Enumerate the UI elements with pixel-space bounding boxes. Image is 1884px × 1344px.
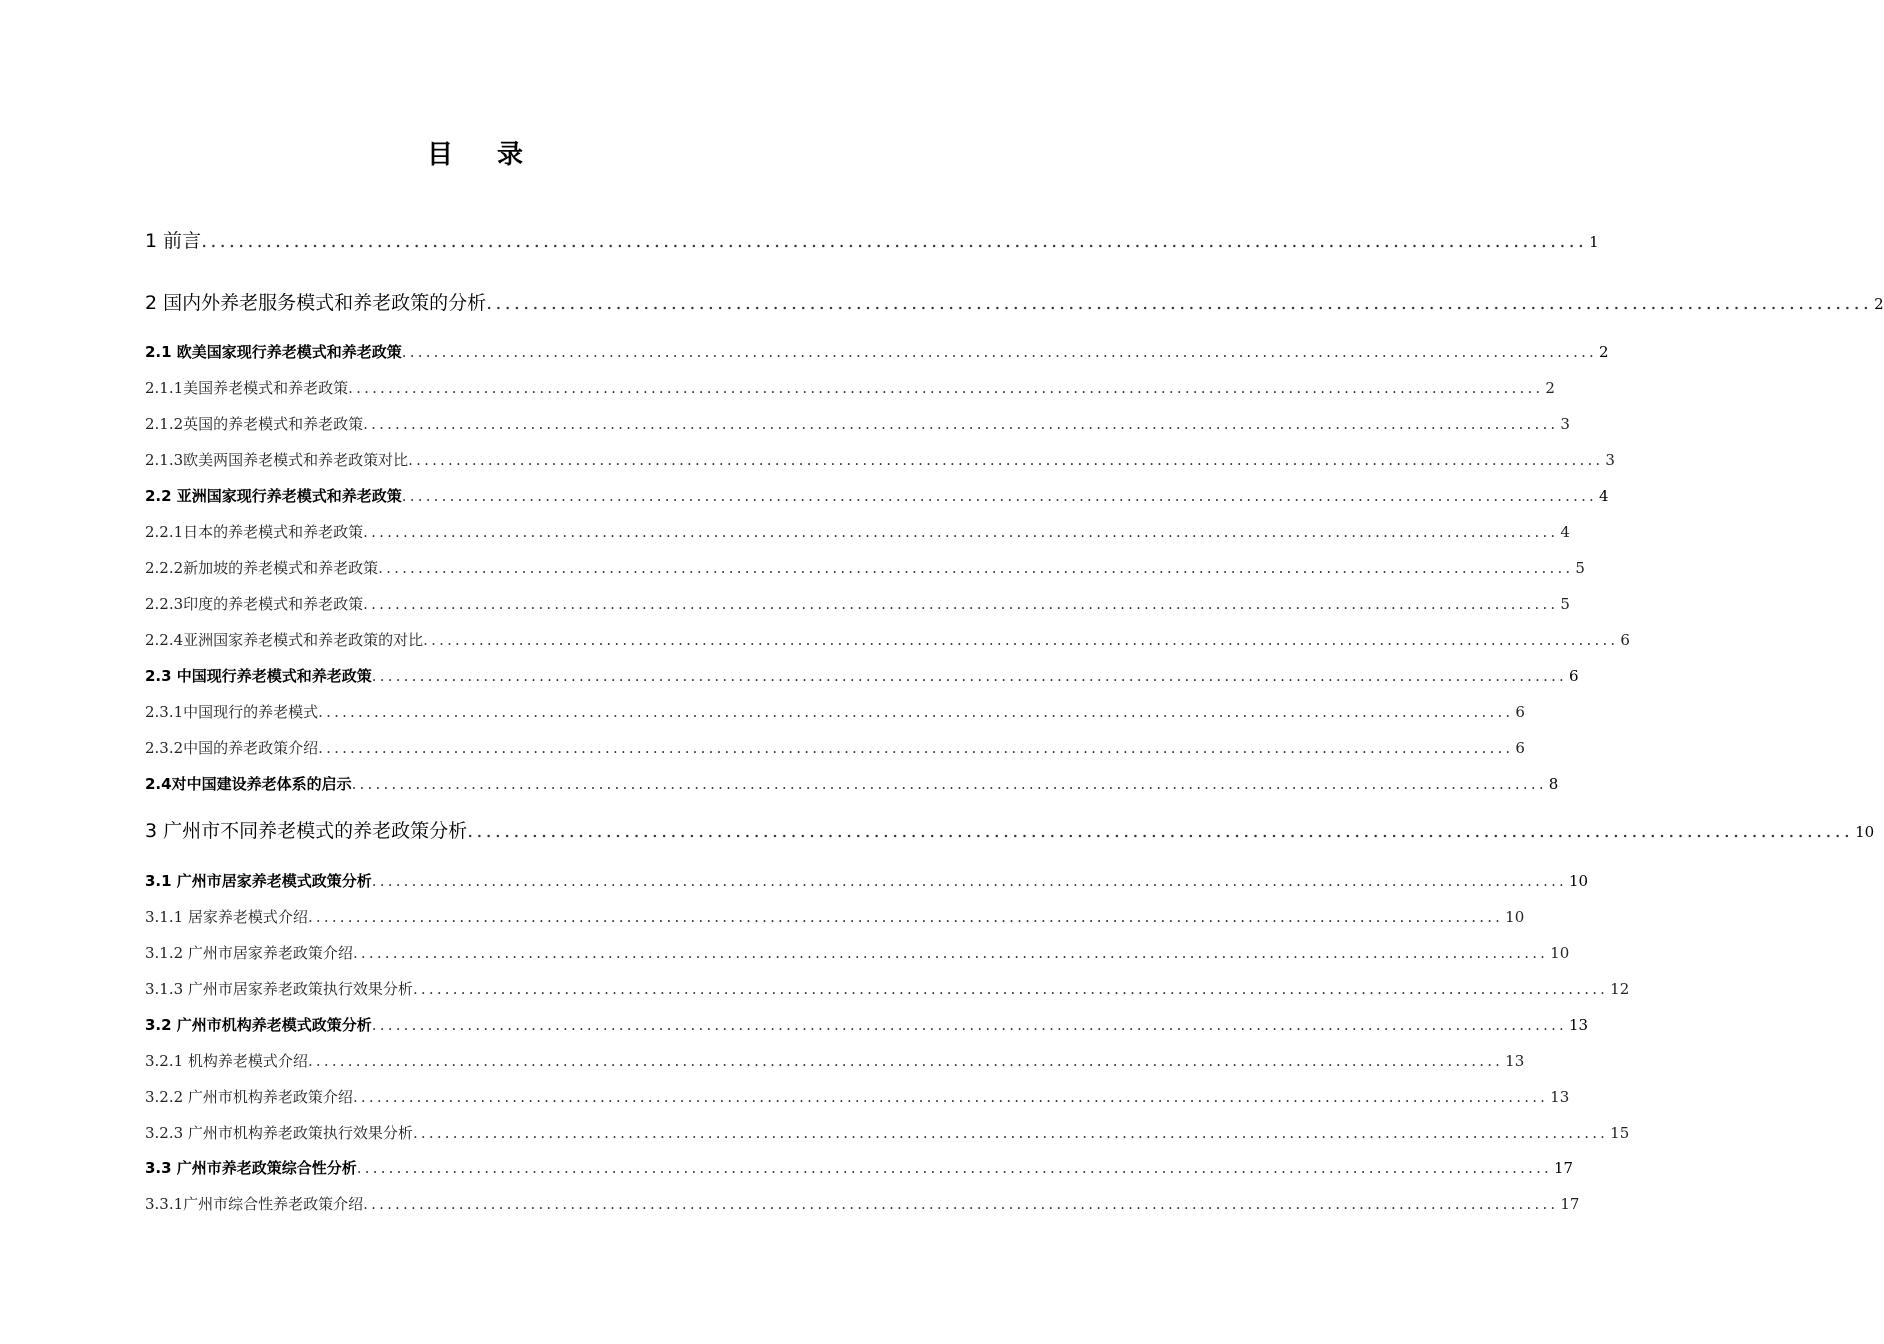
toc-page-number: 10 (1855, 823, 1875, 841)
toc-entry-subsection[interactable] (145, 448, 1615, 472)
toc-entry-section[interactable] (145, 869, 1589, 893)
toc-leader-dots: ...................................................................................................................................................... (423, 631, 1619, 649)
toc-entry-label: 2.2.4亚洲国家养老模式和养老政策的对比 (145, 631, 424, 649)
toc-entry-label: 2.3.2中国的养老政策介绍 (145, 739, 319, 757)
title-char-1: 目 (426, 140, 453, 170)
toc-entry-subsection[interactable] (145, 1121, 1630, 1145)
toc-leader-dots: ...................................................................................................................................................... (352, 1088, 1549, 1106)
toc-entry-subsection[interactable] (145, 1192, 1580, 1216)
toc-page-number: 3 (1605, 451, 1615, 469)
toc-leader-dots: ...................................................................................................................................................... (412, 980, 1609, 998)
toc-leader-dots: ...................................................................................................................................................... (378, 559, 1574, 577)
toc-leader-dots: ...................................................................................................................................................... (371, 667, 1568, 685)
toc-entry-label: 2.4对中国建设养老体系的启示 (145, 775, 352, 793)
toc-page-number: 17 (1554, 1159, 1574, 1177)
toc-entry-label: 2.1.3欧美两国养老模式和养老政策对比 (145, 451, 409, 469)
toc-entry-chapter[interactable] (145, 819, 1875, 843)
toc-entry-subsection[interactable] (145, 977, 1630, 1001)
toc-page-number: 12 (1610, 980, 1630, 998)
toc-page-number: 10 (1569, 872, 1589, 890)
toc-page-number: 13 (1569, 1016, 1589, 1034)
toc-entry-label: 1 前言 (145, 230, 202, 252)
toc-leader-dots: ...................................................................................................................................................... (351, 775, 1547, 793)
toc-leader-dots: ...................................................................................................................................................... (371, 872, 1568, 890)
toc-page-number: 13 (1505, 1052, 1525, 1070)
toc-entry-section[interactable] (145, 484, 1609, 508)
toc-entry-label: 2.2 亚洲国家现行养老模式和养老政策 (145, 487, 402, 505)
toc-entry-label: 3.3.1广州市综合性养老政策介绍 (145, 1195, 364, 1213)
toc-entry-label: 3.2 广州市机构养老模式政策分析 (145, 1016, 372, 1034)
title-char-2: 录 (497, 140, 524, 170)
toc-entry-label: 3.2.3 广州市机构养老政策执行效果分析 (145, 1124, 413, 1142)
toc-page-number: 5 (1575, 559, 1585, 577)
toc-leader-dots: ...................................................................................................................................................... (348, 379, 1544, 397)
toc-leader-dots: ...................................................................................................................................................... (408, 451, 1604, 469)
toc-entry-label: 3 广州市不同养老模式的养老政策分析 (145, 820, 468, 842)
toc-entry-section[interactable] (145, 772, 1559, 796)
toc-entry-label: 2.3.1中国现行的养老模式 (145, 703, 319, 721)
toc-entry-section[interactable] (145, 1156, 1574, 1180)
toc-leader-dots: ...................................................................................................................................................... (363, 1195, 1559, 1213)
toc-entry-label: 2.3 中国现行养老模式和养老政策 (145, 667, 372, 685)
toc-leader-dots: ...................................................................................................................................................... (401, 343, 1598, 361)
toc-leader-dots: ...................................................................................................................................................... (318, 703, 1514, 721)
toc-leader-dots: ...................................................................................................................................................... (307, 1052, 1504, 1070)
toc-entry-label: 2.2.2新加坡的养老模式和养老政策 (145, 559, 379, 577)
toc-entry-section[interactable] (145, 664, 1579, 688)
toc-entry-subsection[interactable] (145, 628, 1630, 652)
toc-entry-label: 2.1 欧美国家现行养老模式和养老政策 (145, 343, 402, 361)
toc-entry-label: 2 国内外养老服务模式和养老政策的分析 (145, 292, 487, 314)
toc-leader-dots: ...................................................................................................................................................... (401, 487, 1598, 505)
toc-leader-dots: ...................................................................................................................................................... (363, 595, 1559, 613)
toc-leader-dots: ...................................................................................................................................................... (371, 1016, 1568, 1034)
toc-page-number: 6 (1620, 631, 1630, 649)
toc-page-number: 2 (1874, 295, 1884, 313)
toc-page-number: 15 (1610, 1124, 1630, 1142)
toc-page-number: 10 (1550, 944, 1570, 962)
toc-entry-subsection[interactable] (145, 1085, 1570, 1109)
toc-page-number: 4 (1560, 523, 1570, 541)
toc-page-number: 10 (1505, 908, 1525, 926)
toc-entry-label: 3.1.1 居家养老模式介绍 (145, 908, 308, 926)
toc-entry-subsection[interactable] (145, 941, 1570, 965)
toc-entry-section[interactable] (145, 340, 1609, 364)
toc-entry-label: 2.1.2英国的养老模式和养老政策 (145, 415, 364, 433)
toc-page-number: 1 (1589, 233, 1599, 251)
toc-page-number: 8 (1548, 775, 1559, 793)
toc-entry-section[interactable] (145, 1013, 1589, 1037)
toc-entry-label: 2.2.3印度的养老模式和养老政策 (145, 595, 364, 613)
toc-entry-subsection[interactable] (145, 905, 1525, 929)
toc-page-number: 6 (1569, 667, 1579, 685)
toc-entry-subsection[interactable] (145, 412, 1570, 436)
toc-leader-dots: ...................................................................................................................................................... (363, 415, 1559, 433)
toc-entry-chapter[interactable] (145, 291, 1884, 315)
toc-entry-label: 2.2.1日本的养老模式和养老政策 (145, 523, 364, 541)
toc-page-number: 2 (1545, 379, 1555, 397)
toc-entry-label: 3.1 广州市居家养老模式政策分析 (145, 872, 372, 890)
toc-entry-label: 3.1.3 广州市居家养老政策执行效果分析 (145, 980, 413, 998)
toc-leader-dots: ...................................................................................................................................................... (356, 1159, 1553, 1177)
toc-entry-label: 2.1.1美国养老模式和养老政策 (145, 379, 349, 397)
toc-page-number: 4 (1599, 487, 1609, 505)
toc-page-number: 2 (1599, 343, 1609, 361)
toc-entry-subsection[interactable] (145, 520, 1570, 544)
toc-entry-subsection[interactable] (145, 700, 1525, 724)
toc-page-number: 17 (1560, 1195, 1580, 1213)
toc-entry-subsection[interactable] (145, 736, 1525, 760)
toc-entry-subsection[interactable] (145, 1049, 1525, 1073)
toc-page-number: 5 (1560, 595, 1570, 613)
page-title (0, 134, 950, 171)
toc-page-number: 6 (1515, 703, 1525, 721)
toc-leader-dots: ...................................................................................................................................................... (363, 523, 1559, 541)
toc-page-number: 3 (1560, 415, 1570, 433)
toc-entry-label: 3.2.1 机构养老模式介绍 (145, 1052, 308, 1070)
toc-leader-dots: ...................................................................................................................................................... (201, 230, 1588, 252)
toc-entry-label: 3.2.2 广州市机构养老政策介绍 (145, 1088, 353, 1106)
toc-page-number: 6 (1515, 739, 1525, 757)
toc-entry-subsection[interactable] (145, 556, 1585, 580)
toc-entry-label: 3.3 广州市养老政策综合性分析 (145, 1159, 357, 1177)
toc-page-number: 13 (1550, 1088, 1570, 1106)
toc-entry-subsection[interactable] (145, 376, 1555, 400)
toc-leader-dots: ...................................................................................................................................................... (352, 944, 1549, 962)
toc-entry-chapter[interactable] (145, 229, 1599, 253)
toc-entry-subsection[interactable] (145, 592, 1570, 616)
toc-leader-dots: ...................................................................................................................................................... (412, 1124, 1609, 1142)
toc-leader-dots: ...................................................................................................................................................... (318, 739, 1514, 757)
toc-entry-label: 3.1.2 广州市居家养老政策介绍 (145, 944, 353, 962)
toc-leader-dots: ...................................................................................................................................................... (467, 820, 1854, 842)
toc-leader-dots: ...................................................................................................................................................... (307, 908, 1504, 926)
toc-leader-dots: ...................................................................................................................................................... (486, 292, 1873, 314)
